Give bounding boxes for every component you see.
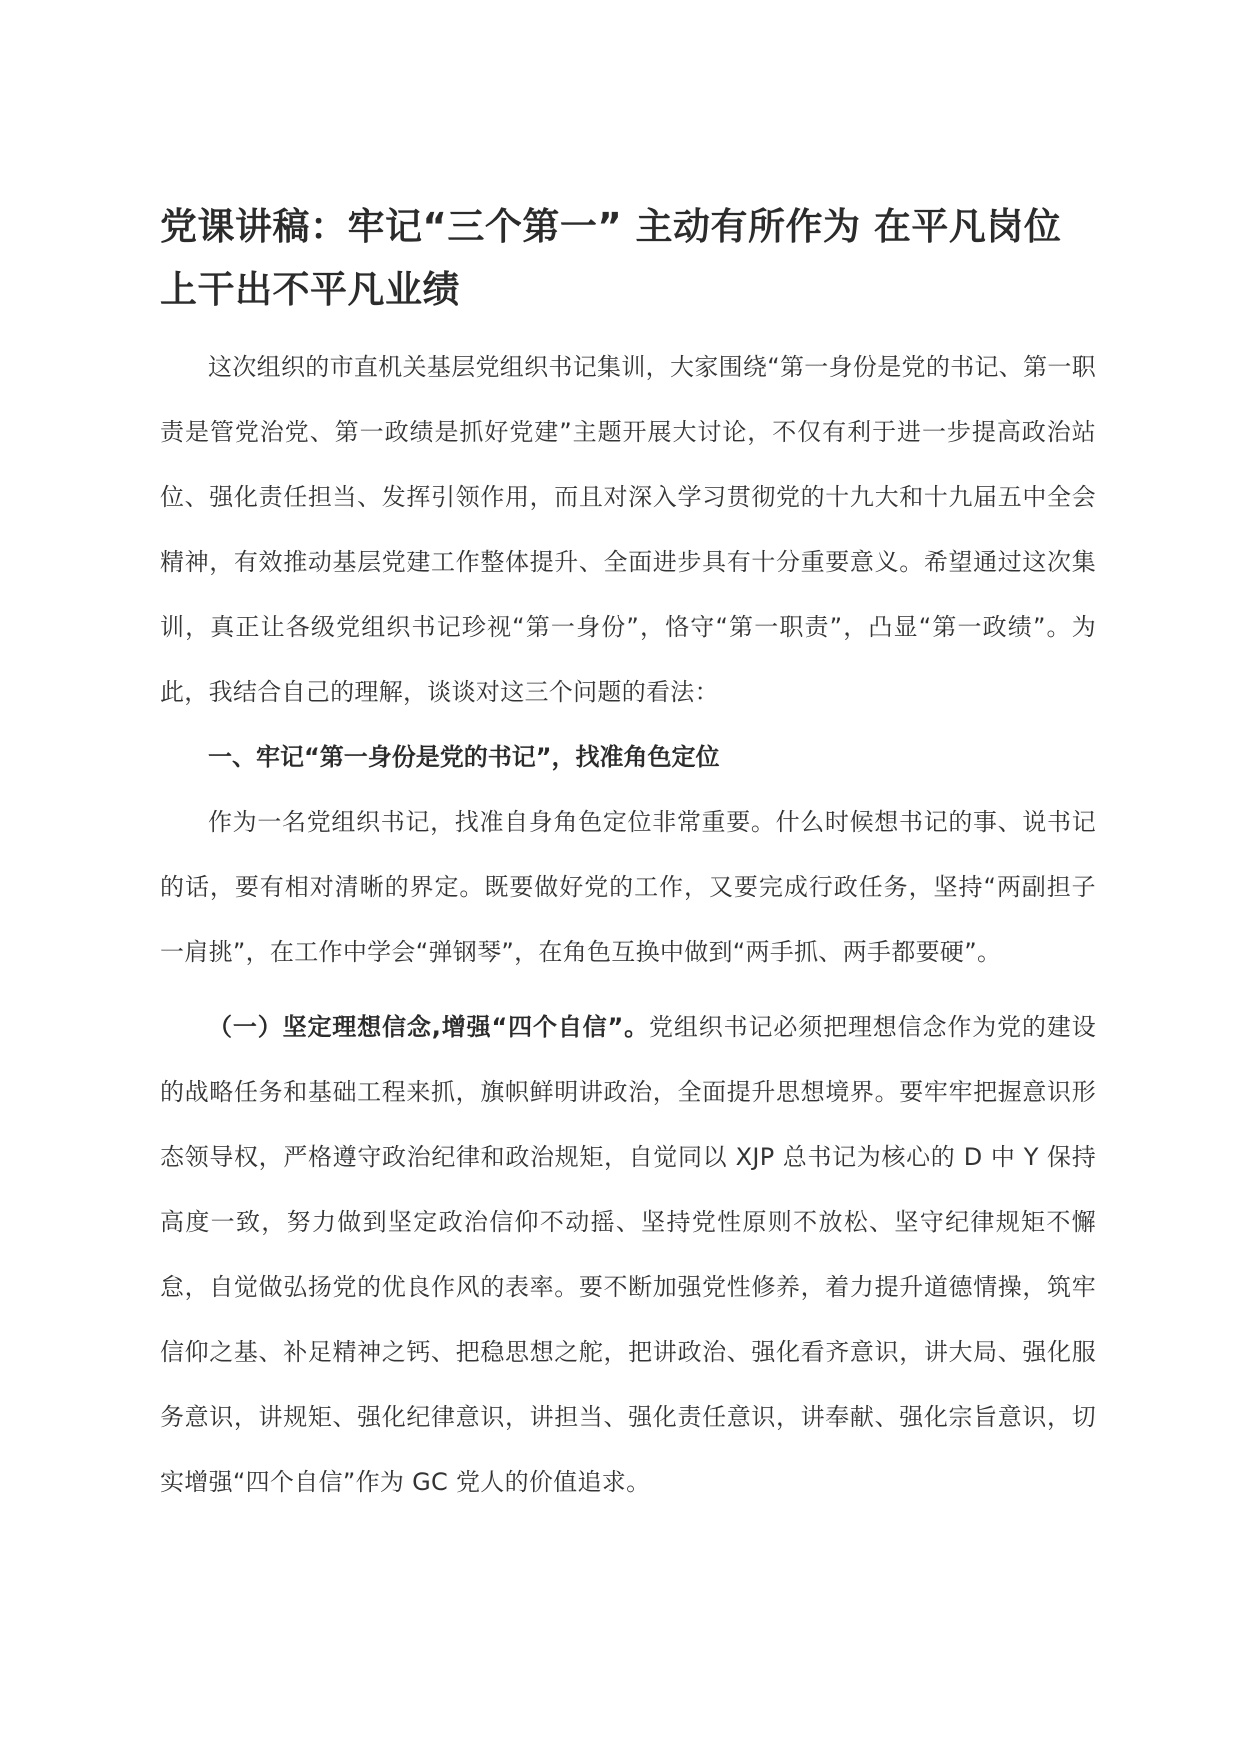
section-1-paragraph: 作为一名党组织书记，找准自身角色定位非常重要。什么时候想书记的事、说书记的话，要有相对清晰的界定。既要做好党的工作，又要完成行政任务，坚持“两副担子一肩挑”，在工作中学会“弹钢琴”，在角色互换中做到“两手抓、两手都要硬”。 [160,808,1096,966]
subsection-1-body: 党组织书记必须把理想信念作为党的建设的战略任务和基础工程来抓，旗帜鲜明讲政治，全面提升思想境界。要牢牢把握意识形态领导权，严格遵守政治纪律和政治规矩，自觉同以 XJP 总书记为核心的 D 中 Y 保持高度一致，努力做到坚定政治信仰不动摇、坚持党性原则不放松、坚守纪律规矩不懈怠，自觉做弘扬党的优良作风的表率。要不断加强党性修养，着力提升道德情操，筑牢信仰之基、补足精神之钙、把稳思想之舵，把讲政治、强化看齐意识，讲大局、强化服务意识，讲规矩、强化纪律意识，讲担当、强化责任意识，讲奉献、强化宗旨意识，切实增强“四个自信”作为 GC 党人的价值追求。 [160,1013,1096,1496]
subsection-1-lead: （一）坚定理想信念,增强“四个自信”。 [208,1013,650,1041]
intro-paragraph: 这次组织的市直机关基层党组织书记集训，大家围绕“第一身份是党的书记、第一职责是管党治党、第一政绩是抓好党建”主题开展大讨论，不仅有利于进一步提高政治站位、强化责任担当、发挥引领作用，而且对深入学习贯彻党的十九大和十九届五中全会精神，有效推动基层党建工作整体提升、全面进步具有十分重要意义。希望通过这次集训，真正让各级党组织书记珍视“第一身份”，恪守“第一职责”，凸显“第一政绩”。为此，我结合自己的理解，谈谈对这三个问题的看法： [160,353,1096,706]
document-page [160,195,1096,1515]
subsection-1-paragraph [160,995,1096,1515]
document-title: 党课讲稿：牢记“三个第一” 主动有所作为 在平凡岗位上干出不平凡业绩 [160,205,1062,311]
paragraph-spacer [160,985,1096,995]
section-heading-1: 一、牢记“第一身份是党的书记”，找准角色定位 [208,743,720,771]
